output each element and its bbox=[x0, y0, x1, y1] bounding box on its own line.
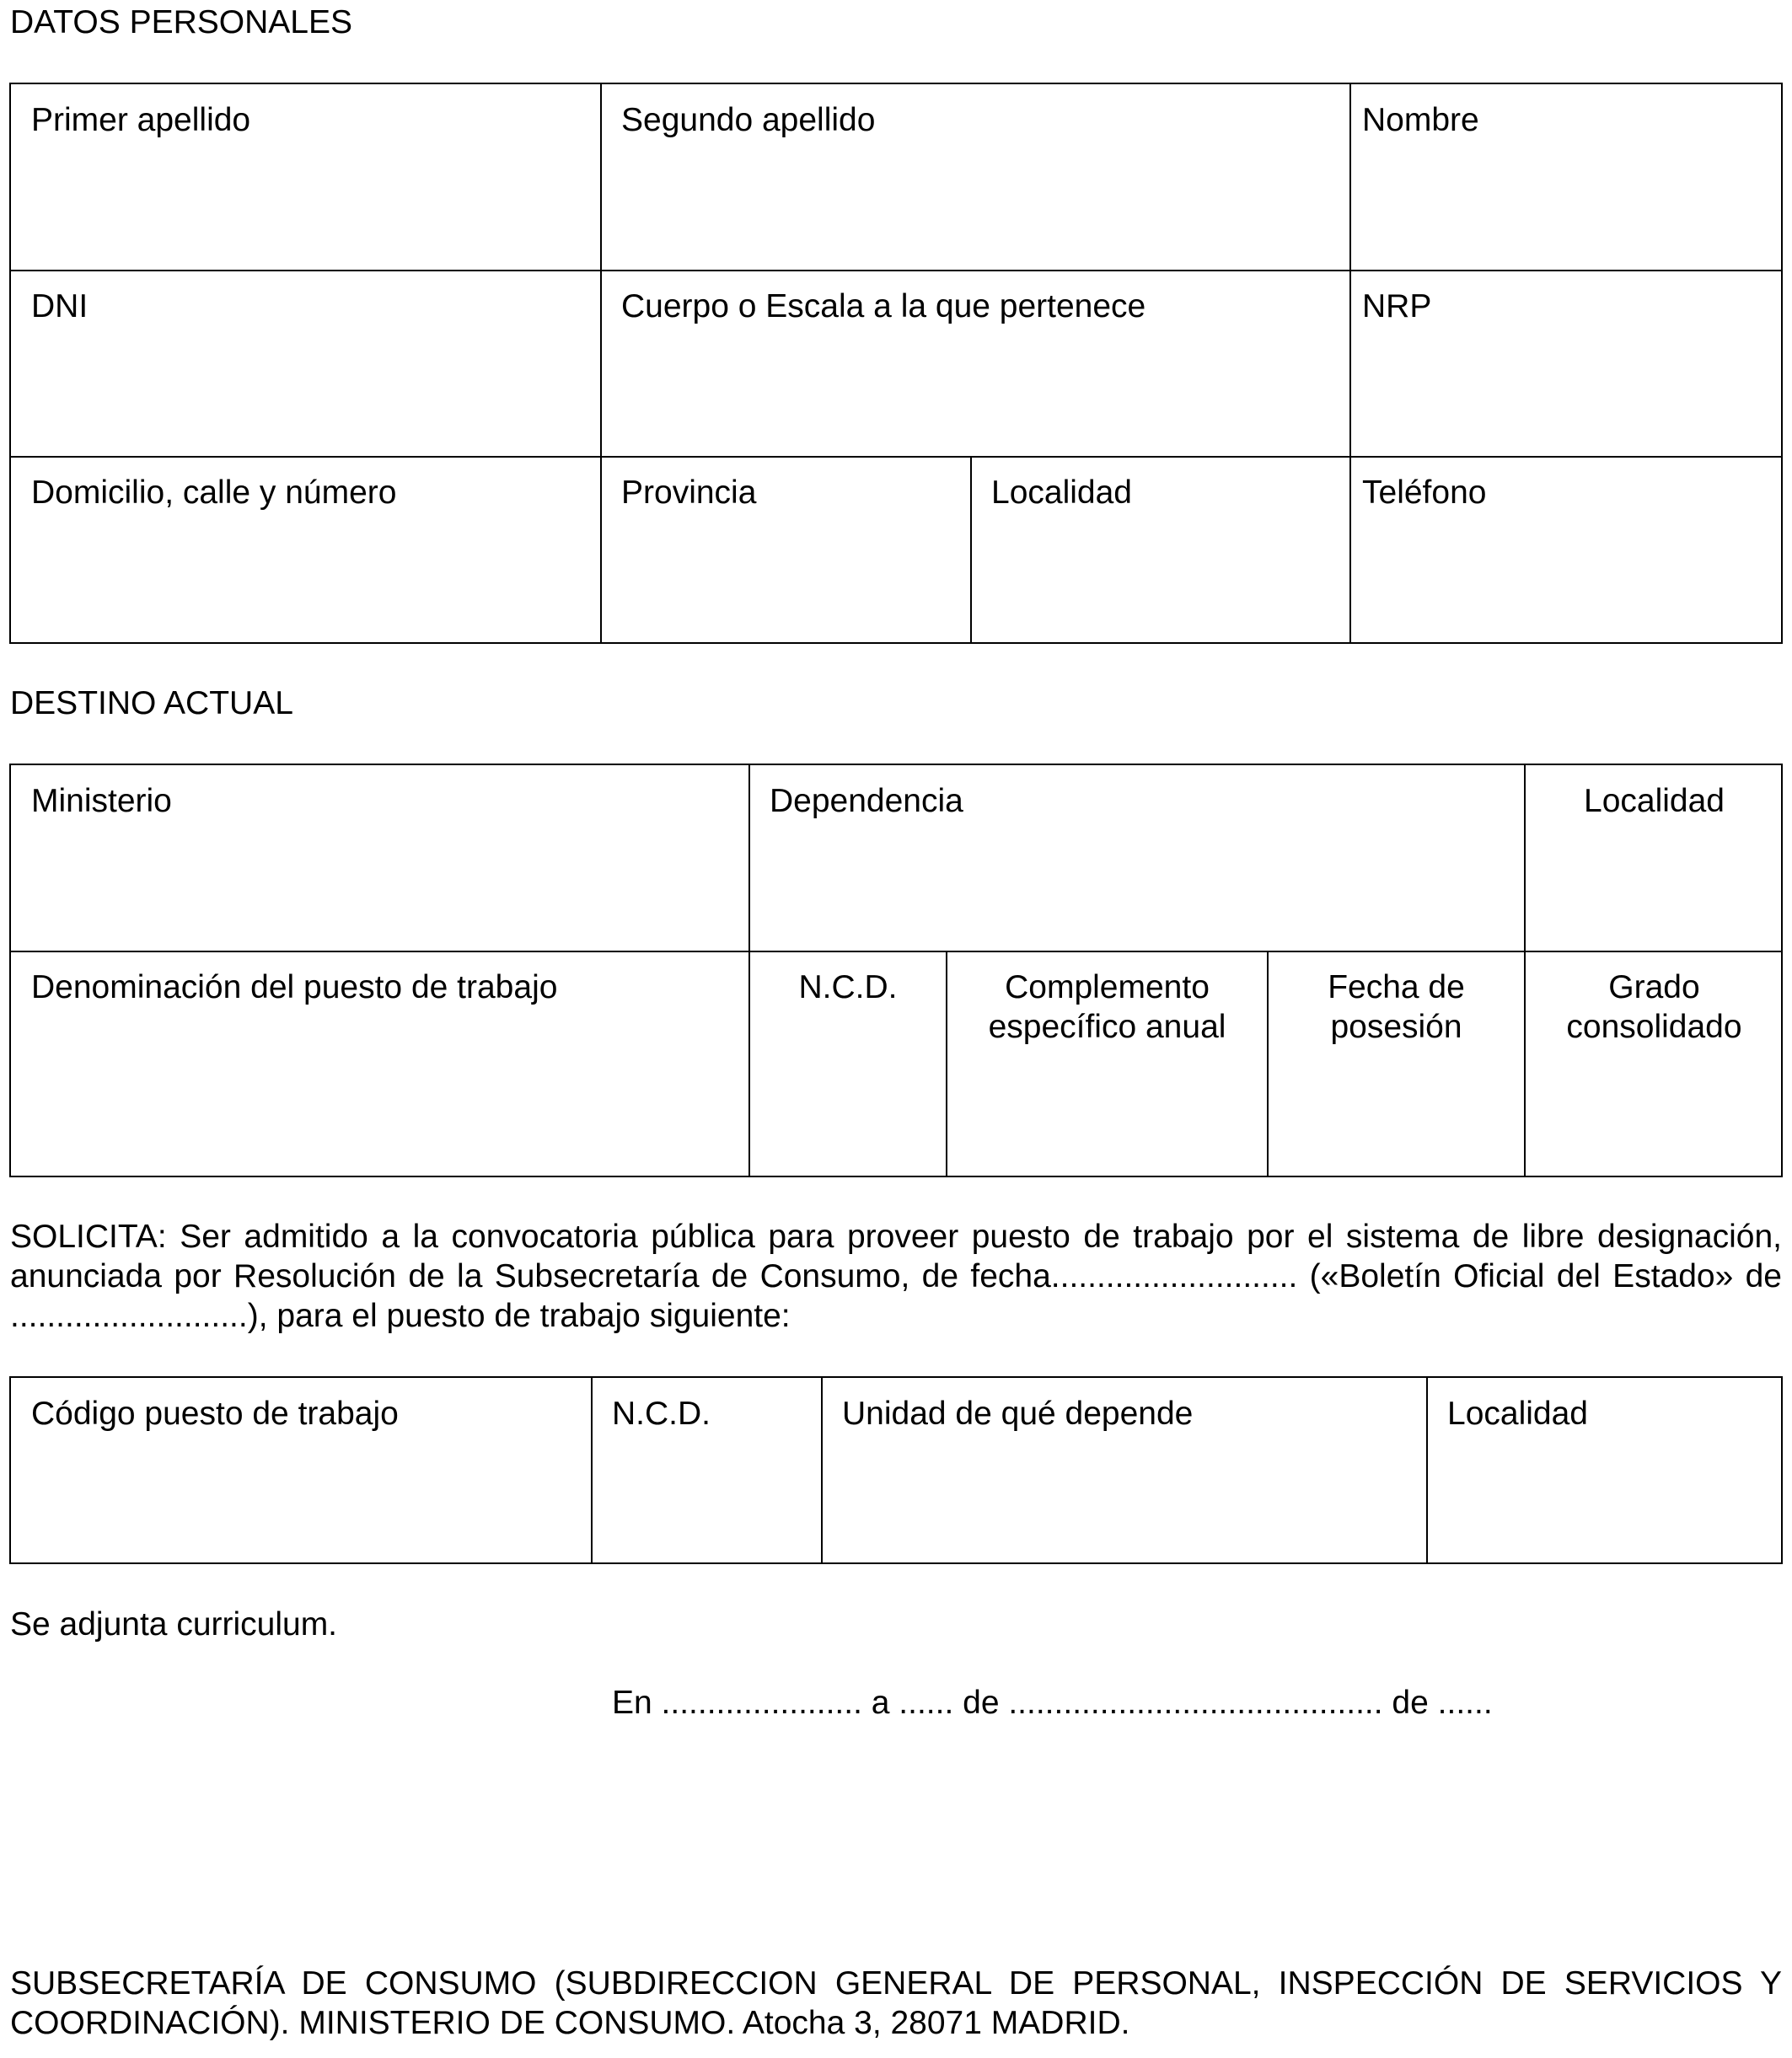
field-provincia[interactable]: Provincia bbox=[621, 474, 757, 511]
complemento-line-1: Complemento bbox=[1005, 969, 1210, 1005]
field-grado-consolidado[interactable] bbox=[1526, 968, 1783, 1048]
column-divider bbox=[1426, 1378, 1428, 1562]
solicita-paragraph: SOLICITA: Ser admitido a la convocatoria pública para proveer puesto de trabajo por el sistema de libre designación, anunciada por Resolución de la Subsecretaría de Consumo, de fecha........................... («Boletín Oficial del Estado» de ..........................), para el puesto de trabajo siguiente: bbox=[10, 1219, 1782, 1334]
puesto-solicitado-table bbox=[9, 1376, 1783, 1564]
field-nombre[interactable]: Nombre bbox=[1362, 102, 1479, 138]
curriculum-note: Se adjunta curriculum. bbox=[10, 1606, 338, 1643]
section-heading-destino-actual: DESTINO ACTUAL bbox=[10, 685, 293, 721]
fecha-line-1: Fecha de bbox=[1328, 969, 1465, 1005]
section-heading-datos-personales: DATOS PERSONALES bbox=[10, 4, 353, 40]
field-ministerio[interactable]: Ministerio bbox=[31, 783, 172, 819]
row-divider bbox=[11, 270, 1781, 271]
row-divider bbox=[11, 456, 1781, 458]
field-dni[interactable]: DNI bbox=[31, 288, 89, 324]
field-complemento-especifico[interactable] bbox=[947, 968, 1267, 1048]
field-primer-apellido[interactable]: Primer apellido bbox=[31, 102, 251, 138]
destino-actual-table bbox=[9, 764, 1783, 1177]
field-localidad-destino[interactable]: Localidad bbox=[1584, 783, 1725, 819]
field-telefono[interactable]: Teléfono bbox=[1362, 474, 1487, 511]
row-divider bbox=[11, 951, 1781, 952]
field-cuerpo-escala[interactable]: Cuerpo o Escala a la que pertenece bbox=[621, 288, 1146, 324]
column-divider bbox=[821, 1378, 823, 1562]
field-nrp[interactable]: NRP bbox=[1362, 288, 1432, 324]
lugar-fecha-line: En ...................... a ...... de ......................................... de ...... bbox=[612, 1685, 1493, 1721]
field-unidad-dependencia[interactable]: Unidad de qué depende bbox=[842, 1396, 1194, 1432]
field-dependencia[interactable]: Dependencia bbox=[770, 783, 963, 819]
footer-address: SUBSECRETARÍA DE CONSUMO (SUBDIRECCION GENERAL DE PERSONAL, INSPECCIÓN DE SERVICIOS Y COORDINACIÓN). MINISTERIO DE CONSUMO. Atocha 3, 28071 MADRID. bbox=[10, 1965, 1782, 2041]
field-localidad[interactable]: Localidad bbox=[991, 474, 1132, 511]
field-ncd[interactable]: N.C.D. bbox=[798, 969, 898, 1005]
grado-line-2: consolidado bbox=[1566, 1008, 1742, 1045]
field-segundo-apellido[interactable]: Segundo apellido bbox=[621, 102, 876, 138]
field-localidad-solicitado[interactable]: Localidad bbox=[1447, 1396, 1588, 1432]
datos-personales-table bbox=[9, 83, 1783, 644]
field-denominacion-puesto[interactable]: Denominación del puesto de trabajo bbox=[31, 969, 558, 1005]
field-fecha-posesion[interactable] bbox=[1269, 968, 1524, 1048]
column-divider bbox=[970, 456, 972, 642]
grado-line-1: Grado bbox=[1608, 969, 1700, 1005]
fecha-line-2: posesión bbox=[1330, 1008, 1462, 1045]
complemento-line-2: específico anual bbox=[988, 1008, 1226, 1045]
field-codigo-puesto[interactable]: Código puesto de trabajo bbox=[31, 1396, 399, 1432]
column-divider bbox=[600, 84, 602, 642]
field-domicilio[interactable]: Domicilio, calle y número bbox=[31, 474, 397, 511]
column-divider bbox=[1349, 84, 1351, 642]
column-divider bbox=[591, 1378, 593, 1562]
field-ncd-solicitado[interactable]: N.C.D. bbox=[612, 1396, 711, 1432]
